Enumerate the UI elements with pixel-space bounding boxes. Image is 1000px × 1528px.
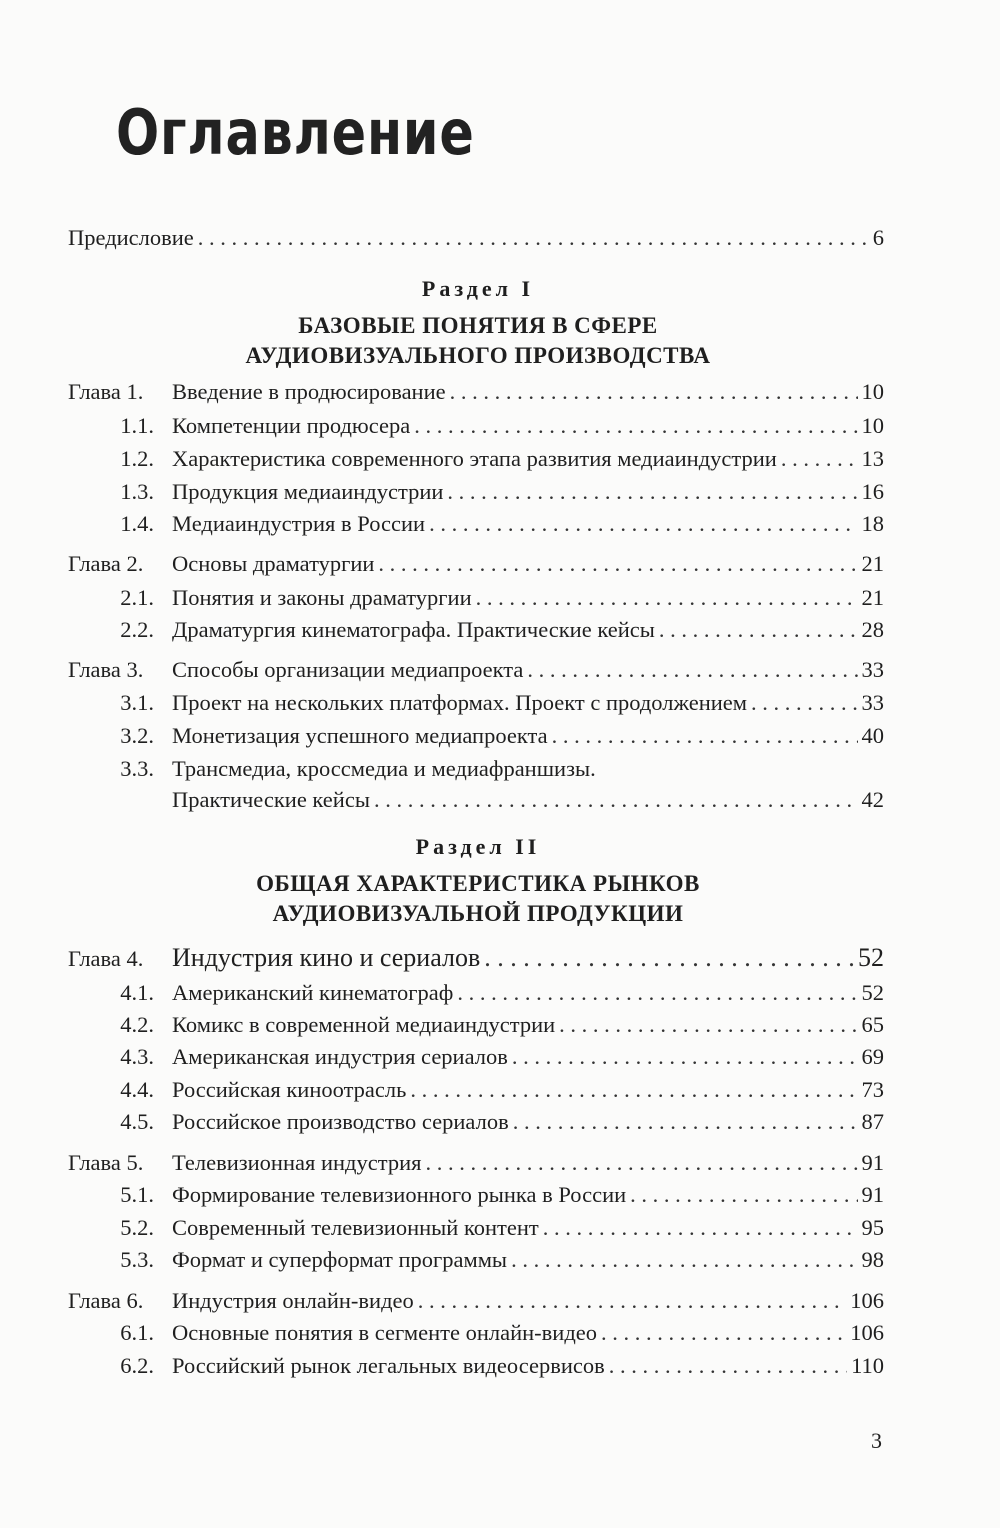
toc-entry-chapter[interactable] bbox=[68, 1149, 884, 1177]
entry-page: 52 bbox=[858, 943, 884, 972]
toc-entry-subsection[interactable] bbox=[68, 1076, 884, 1104]
toc-entry-subsection[interactable] bbox=[68, 1214, 884, 1242]
section-title-line: БАЗОВЫЕ ПОНЯТИЯ В СФЕРЕ bbox=[298, 313, 658, 338]
dot-leader bbox=[418, 1287, 846, 1315]
entry-title: Продукция медиаиндустрии bbox=[172, 479, 444, 504]
page-title: Оглавление bbox=[116, 96, 475, 169]
dot-leader bbox=[198, 224, 869, 252]
toc-entry-subsection[interactable] bbox=[68, 1011, 884, 1039]
entry-title: Характеристика современного этапа развития медиаиндустрии bbox=[172, 446, 777, 471]
dot-leader bbox=[513, 1108, 858, 1136]
toc-entry-subsection[interactable] bbox=[68, 1108, 884, 1136]
toc-entry-chapter[interactable] bbox=[68, 550, 884, 578]
toc-entry-subsection[interactable] bbox=[68, 722, 884, 750]
entry-title: Российский рынок легальных видеосервисов bbox=[172, 1353, 605, 1378]
section-label: Раздел II bbox=[415, 834, 541, 859]
entry-page: 42 bbox=[861, 787, 884, 812]
entry-title: Индустрия онлайн-видео bbox=[172, 1288, 414, 1313]
section-title-line: ОБЩАЯ ХАРАКТЕРИСТИКА РЫНКОВ bbox=[256, 871, 700, 896]
entry-title: Американский кинематограф bbox=[172, 980, 454, 1005]
dot-leader bbox=[374, 786, 858, 814]
entry-title: Трансмедиа, кроссмедиа и медиафраншизы. bbox=[172, 756, 596, 781]
toc-entry-continuation[interactable] bbox=[172, 786, 884, 814]
entry-page: 110 bbox=[851, 1353, 884, 1378]
entry-page: 65 bbox=[861, 1012, 884, 1037]
subsection-number: 2.1. bbox=[120, 585, 154, 610]
entry-page: 33 bbox=[861, 657, 884, 682]
entry-page: 10 bbox=[861, 413, 884, 438]
dot-leader bbox=[527, 656, 857, 684]
entry-title: Компетенции продюсера bbox=[172, 413, 411, 438]
entry-page: 13 bbox=[861, 446, 884, 471]
entry-title: Основы драматургии bbox=[172, 551, 375, 576]
dot-leader bbox=[484, 944, 854, 972]
entry-title: Введение в продюсирование bbox=[172, 379, 446, 404]
dot-leader bbox=[429, 510, 857, 538]
toc-entry-subsection[interactable] bbox=[68, 1246, 884, 1274]
dot-leader bbox=[457, 979, 857, 1007]
subsection-number: 3.3. bbox=[120, 756, 154, 781]
entry-title: Основные понятия в сегменте онлайн-видео bbox=[172, 1320, 598, 1345]
page-number: 3 bbox=[871, 1428, 882, 1453]
dot-leader bbox=[543, 1214, 858, 1242]
dot-leader bbox=[414, 412, 857, 440]
entry-page: 87 bbox=[861, 1109, 884, 1134]
entry-page: 91 bbox=[861, 1182, 884, 1207]
toc-entry-chapter[interactable] bbox=[68, 656, 884, 684]
subsection-number: 3.1. bbox=[120, 690, 154, 715]
entry-page: 69 bbox=[861, 1044, 884, 1069]
dot-leader bbox=[552, 722, 858, 750]
entry-title: Индустрия кино и сериалов bbox=[172, 943, 481, 972]
entry-page: 52 bbox=[861, 980, 884, 1005]
entry-page: 98 bbox=[861, 1247, 884, 1272]
toc-entry-subsection[interactable] bbox=[68, 1181, 884, 1209]
subsection-number: 4.4. bbox=[120, 1077, 154, 1102]
entry-page: 21 bbox=[861, 551, 884, 576]
dot-leader bbox=[450, 378, 858, 406]
chapter-number: Глава 5. bbox=[68, 1150, 144, 1175]
toc-entry-chapter[interactable] bbox=[68, 944, 884, 973]
toc-entry-subsection[interactable] bbox=[68, 689, 884, 717]
toc-entry-subsection[interactable] bbox=[68, 1043, 884, 1071]
dot-leader bbox=[630, 1181, 857, 1209]
dot-leader bbox=[781, 445, 858, 473]
subsection-number: 5.1. bbox=[120, 1182, 154, 1207]
dot-leader bbox=[559, 1011, 857, 1039]
dot-leader bbox=[511, 1246, 857, 1274]
subsection-number: 3.2. bbox=[120, 723, 154, 748]
dot-leader bbox=[512, 1043, 858, 1071]
toc-entry-subsection[interactable] bbox=[68, 478, 884, 506]
entry-title: Формирование телевизионного рынка в России bbox=[172, 1182, 627, 1207]
entry-title: Монетизация успешного медиапроекта bbox=[172, 723, 548, 748]
subsection-number: 4.1. bbox=[120, 980, 154, 1005]
entry-page: 95 bbox=[861, 1215, 884, 1240]
subsection-number: 1.1. bbox=[120, 413, 154, 438]
toc-entry-subsection[interactable] bbox=[68, 412, 884, 440]
toc-entry-preface[interactable] bbox=[68, 224, 884, 252]
subsection-number: 5.2. bbox=[120, 1215, 154, 1240]
entry-page: 106 bbox=[850, 1320, 884, 1345]
entry-title: Российская киноотрасль bbox=[172, 1077, 407, 1102]
chapter-number: Глава 2. bbox=[68, 551, 144, 576]
entry-title: Российское производство сериалов bbox=[172, 1109, 509, 1134]
entry-title: Понятия и законы драматургии bbox=[172, 585, 472, 610]
dot-leader bbox=[476, 584, 858, 612]
dot-leader bbox=[426, 1149, 858, 1177]
toc-entry-subsection[interactable] bbox=[68, 584, 884, 612]
section-title-line: АУДИОВИЗУАЛЬНОЙ ПРОДУКЦИИ bbox=[272, 901, 684, 926]
entry-page: 6 bbox=[872, 225, 884, 250]
toc-entry-subsection[interactable] bbox=[68, 510, 884, 538]
section-label: Раздел I bbox=[421, 276, 535, 301]
subsection-number: 4.3. bbox=[120, 1044, 154, 1069]
section-title-line: АУДИОВИЗУАЛЬНОГО ПРОИЗВОДСТВА bbox=[245, 343, 711, 368]
dot-leader bbox=[751, 689, 857, 717]
chapter-number: Глава 6. bbox=[68, 1288, 144, 1313]
dot-leader bbox=[601, 1319, 846, 1347]
entry-title-continued: Практические кейсы bbox=[172, 787, 370, 812]
toc-entry-subsection[interactable] bbox=[68, 755, 884, 783]
entry-page: 21 bbox=[861, 585, 884, 610]
toc-entry-subsection[interactable] bbox=[68, 616, 884, 644]
entry-title: Способы организации медиапроекта bbox=[172, 657, 524, 682]
entry-page: 73 bbox=[861, 1077, 884, 1102]
dot-leader bbox=[378, 550, 857, 578]
toc-entry-subsection[interactable] bbox=[68, 1352, 884, 1380]
toc-entry-subsection[interactable] bbox=[68, 1319, 884, 1347]
entry-title: Предисловие bbox=[68, 225, 194, 250]
subsection-number: 5.3. bbox=[120, 1247, 154, 1272]
entry-title: Комикс в современной медиаиндустрии bbox=[172, 1012, 556, 1037]
dot-leader bbox=[410, 1076, 857, 1104]
entry-page: 28 bbox=[861, 617, 884, 642]
toc-entry-subsection[interactable] bbox=[68, 979, 884, 1007]
subsection-number: 1.3. bbox=[120, 479, 154, 504]
entry-title: Формат и суперформат программы bbox=[172, 1247, 508, 1272]
toc-entry-subsection[interactable] bbox=[68, 445, 884, 473]
subsection-number: 4.2. bbox=[120, 1012, 154, 1037]
subsection-number: 6.1. bbox=[120, 1320, 154, 1345]
entry-title: Медиаиндустрия в России bbox=[172, 511, 426, 536]
chapter-number: Глава 3. bbox=[68, 657, 144, 682]
dot-leader bbox=[447, 478, 857, 506]
subsection-number: 1.4. bbox=[120, 511, 154, 536]
toc-entry-chapter[interactable] bbox=[68, 378, 884, 406]
dot-leader bbox=[609, 1352, 847, 1380]
entry-page: 40 bbox=[861, 723, 884, 748]
entry-title: Драматургия кинематографа. Практические кейсы bbox=[172, 617, 655, 642]
entry-page: 91 bbox=[861, 1150, 884, 1175]
chapter-number: Глава 1. bbox=[68, 379, 144, 404]
entry-title: Современный телевизионный контент bbox=[172, 1215, 539, 1240]
entry-page: 18 bbox=[861, 511, 884, 536]
entry-page: 10 bbox=[861, 379, 884, 404]
subsection-number: 6.2. bbox=[120, 1353, 154, 1378]
entry-title: Телевизионная индустрия bbox=[172, 1150, 422, 1175]
entry-page: 16 bbox=[861, 479, 884, 504]
subsection-number: 4.5. bbox=[120, 1109, 154, 1134]
entry-title: Проект на нескольких платформах. Проект с продолжением bbox=[172, 690, 748, 715]
subsection-number: 1.2. bbox=[120, 446, 154, 471]
toc-entry-chapter[interactable] bbox=[68, 1287, 884, 1315]
entry-title: Американская индустрия сериалов bbox=[172, 1044, 508, 1069]
subsection-number: 2.2. bbox=[120, 617, 154, 642]
entry-page: 33 bbox=[861, 690, 884, 715]
entry-page: 106 bbox=[850, 1288, 884, 1313]
chapter-number: Глава 4. bbox=[68, 946, 144, 971]
dot-leader bbox=[659, 616, 858, 644]
